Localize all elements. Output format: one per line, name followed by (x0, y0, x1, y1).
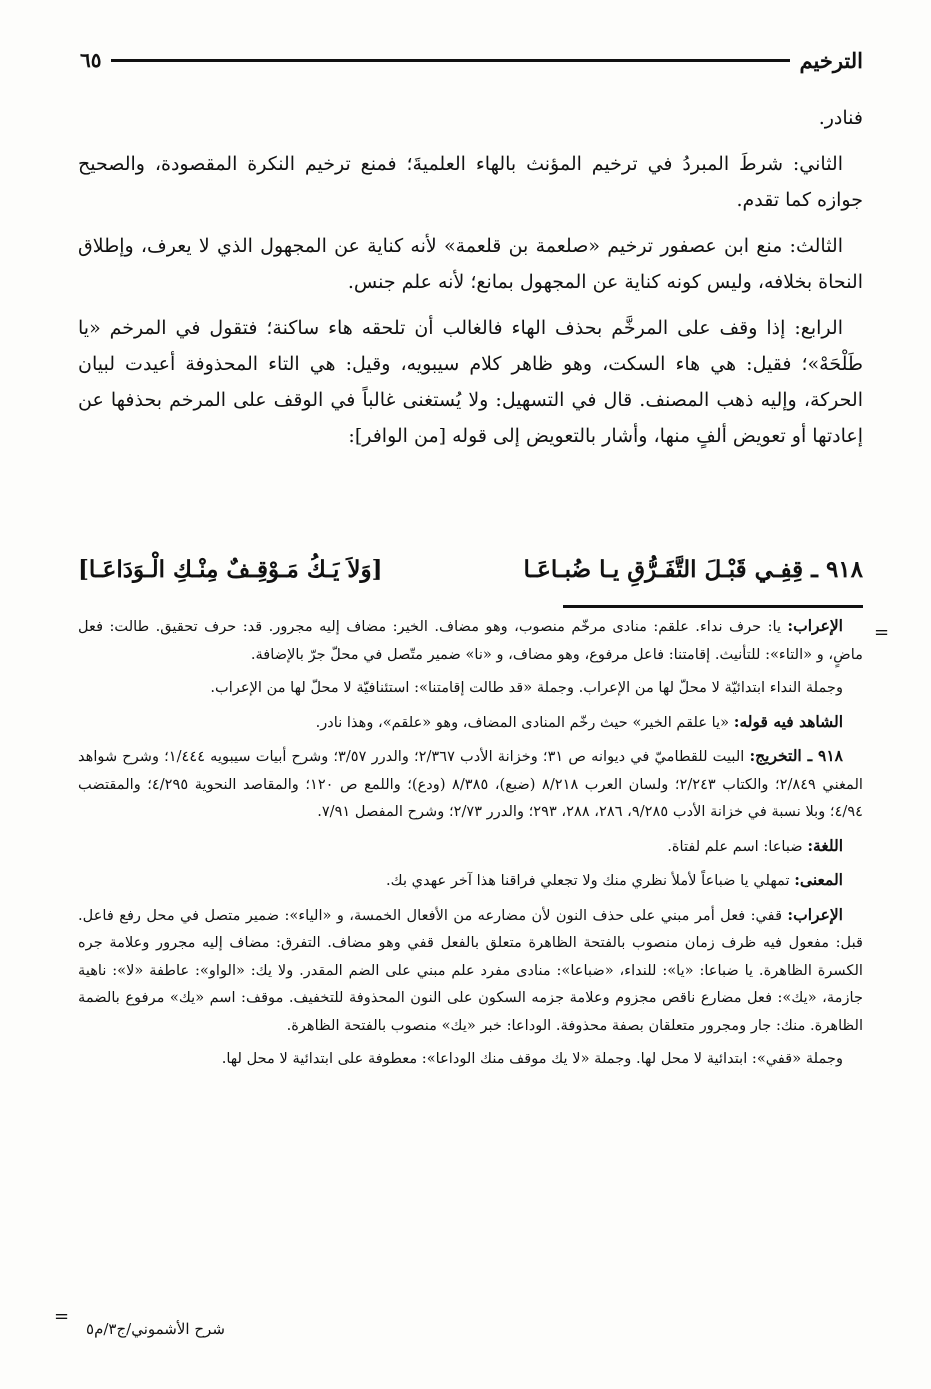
note-text: تمهلي يا ضباعاً لأملأ نظري منك ولا تجعلي فراقنا هذا آخر عهدي بك. (386, 872, 790, 889)
footnote-verse-parsing (78, 901, 863, 1040)
note-label: ٩١٨ ـ التخريج: (749, 746, 843, 765)
verse-first-hemistich: ٩١٨ ـ قِفِـي قَبْـلَ التَّفَـرُّقِ يـا ضُبـاعَـا (523, 555, 863, 583)
footnote-rule (563, 605, 863, 608)
header-rule (111, 59, 789, 62)
note-text: «يا علقم الخير» حيث رخّم المنادى المضاف، وهو «علقم»، وهذا نادر. (315, 713, 730, 731)
footnote-lexicon (78, 832, 863, 861)
chapter-title: الترخيم (799, 47, 863, 73)
footnotes (78, 612, 863, 1079)
footnote-verse-sentences (78, 1045, 863, 1073)
note-text: وجملة النداء ابتدائيّة لا محلّ لها من الإعراب. وجملة «قد طالت إقامتنا»: استئنافيّة لا محلّ لها من الإعراب. (210, 679, 843, 696)
note-label: الإعراب: (787, 904, 843, 924)
note-text: وجملة «قفي»: ابتدائية لا محل لها. وجملة «لا يك موقف منك الوداعا»: معطوفة على ابتدائية لا محل لها. (221, 1050, 843, 1067)
margin-mark: = (874, 622, 890, 643)
note-label: المعنى: (794, 870, 843, 889)
note-text: قفي: فعل أمر مبني على حذف النون لأن مضارعه من الأفعال الخمسة، و «الياء»: ضمير متصل في محل رفع فاعل. قبل: مفعول فيه ظرف زمان منصوب بالفتحة الظاهرة متعلق بالفعل قفي وهو مضاف. التفرق: مضاف إليه مجرور وعلامة جره الكسرة الظاهرة. يا ضباعا: «يا»: للنداء، «ضباعا»: منادى مفرد علم مبني على الضم المقدر. ولا يك: «الواو»: عاطفة «لا»: ناهية جازمة، «يك»: فعل مضارع ناقص مجزوم وعلامة جزمه السكون على النون المحذوفة للتخفيف. موقف: اسم «يك» مرفوع بالضمة الظاهرة. منك: جار ومجرور متعلقان بصفة محذوفة. الوداعا: خبر «يك» منصوب بالفتحة الظاهرة. (78, 906, 863, 1034)
note-text: البيت للقطاميّ في ديوانه ص ٣١؛ وخزانة الأدب ٢/٣٦٧؛ والدرر ٣/٥٧؛ وشرح أبيات سيبويه ١/٤٤٤؛ وشرح شواهد المغني ٢/٨٤٩؛ والكتاب ٢/٢٤٣؛ ولسان العرب ٨/٢١٨ (ضبع)، ٨/٣٨٥ (ودع)؛ واللمع ص ١٢٠؛ والمقاصد النحوية ٤/٢٩٥؛ والمقتضب ٤/٩٤؛ وبلا نسبة في خزانة الأدب ٩/٢٨٥، ٢٨٦، ٢٨٨، ٢٩٣؛ والدرر ٢/٧٣؛ وشرح المفصل ٧/٩١. (78, 748, 863, 820)
margin-mark: = (54, 1306, 70, 1327)
running-header (80, 40, 863, 80)
main-text (78, 100, 863, 464)
paragraph-fourth: الرابع: إذا وقف على المرخَّم بحذف الهاء فالغالب أن تلحقه هاء ساكنة؛ فتقول في المرخم «يا طَلْحَهْ»؛ فقيل: هي هاء السكت، وهو ظاهر كلام سيبويه، وقيل: هي التاء المحذوفة أعيدت لبيان الحركة، وإليه ذهب المصنف. قال في التسهيل: ولا يُستغنى غالباً في الوقف على المرخم بحذفها عن إعادتها أو تعويض ألفٍ منها، وأشار بالتعويض إلى قوله [من الوافر]: (78, 317, 863, 447)
paragraph-0: فنادر. (818, 107, 863, 129)
paragraph-second: الثاني: شرطَ المبردُ في ترخيم المؤنث بالهاء العلميةَ؛ فمنع ترخيم النكرة المقصودة، والصحيح جوازه كما تقدم. (78, 153, 863, 211)
paragraph-third: الثالث: منع ابن عصفور ترخيم «صلعمة بن قلعمة» لأنه كناية عن المجهول الذي لا يعرف، وإطلاق النحاة بخلافه، وليس كونه كناية عن المجهول بمانع؛ لأنه علم جنس. (78, 235, 863, 293)
footnote-evidence (78, 708, 863, 737)
verse-second-hemistich: [وَلاَ يَـكُ مَـوْقِـفٌ مِنْـكِ الْـوَدَاعَـا] (78, 555, 383, 583)
footnote-sources (78, 742, 863, 826)
note-text: يا: حرف نداء. علقم: منادى مرخّم منصوب، وهو مضاف. الخير: مضاف إليه مجرور. قد: حرف تحقيق. طالت: فعل ماضٍ، و «التاء»: للتأنيث. إقامتنا: فاعل مرفوع، وهو مضاف، و «نا» ضمير متّصل في محلّ جرّ بالإضافة. (78, 618, 863, 663)
poetry-verse (78, 547, 863, 591)
footnote-sentence-parsing (78, 674, 863, 702)
footnote-meaning (78, 866, 863, 895)
note-label: الإعراب: (787, 616, 843, 635)
page-number: ٦٥ (80, 48, 102, 72)
note-label: اللغة: (807, 835, 843, 855)
note-label: الشاهد فيه قوله: (733, 711, 843, 731)
footnote-parsing (78, 612, 863, 668)
printer-signature: شرح الأشموني/ج٣/م٥ (86, 1320, 225, 1338)
note-text: ضباعا: اسم علم لفتاة. (667, 837, 803, 855)
